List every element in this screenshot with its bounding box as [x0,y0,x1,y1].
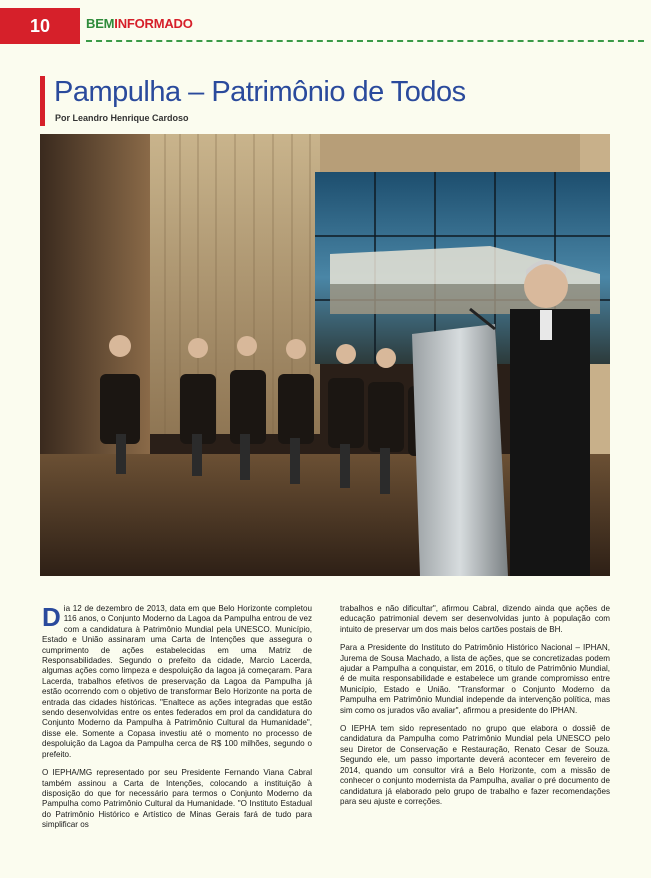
title-accent-bar [40,76,45,126]
brand-logo [86,16,193,31]
drop-cap: D [42,602,61,632]
event-photo-illustration [40,134,610,576]
page-header [0,0,651,46]
article-column-right [340,604,610,815]
article-title: Pampulha – Patrimônio de Todos [54,76,466,108]
paragraph: trabalhos e não dificultar", afirmou Cabral, dizendo ainda que ações de educação patrimonial devem ser desenvolvidas junto à população com intuito de preservar um dos mais belos cartões postais de BH. [340,604,610,634]
brand-part-informado: INFORMADO [114,16,193,31]
header-dashed-divider [86,40,644,42]
paragraph: O IEPHA tem sido representado no grupo que elabora o dossiê de candidatura da Pampulha como Patrimônio Mundial pela UNESCO pelo seu Diretor de Conservação e Restauração, Renato Cesar de Souza. Segundo ele, um passo importante deverá acontecer em fevereiro de 2014, quando um consultor virá a Belo Horizonte, com a missão de conhecer o conjunto modernista da Pampulha, avaliar o pré documento de candidatura já elaborado pelo grupo de trabalho e fazer recomendações para seu ajuste e correções. [340,724,610,806]
paragraph [42,604,312,760]
article-column-left [42,604,312,839]
paragraph-text: ia 12 de dezembro de 2013, data em que Belo Horizonte completou 116 anos, o Conjunto Moderno da Lagoa da Pampulha entrou de vez com a candidatura à Patrimônio Mundial pela UNESCO. Município, Estado e União assinaram uma Carta de Intenções que assegura o cumprimento de ações estabelecidas em uma Matriz de Responsabilidades. Segundo o prefeito da cidade, Marcio Lacerda, algumas ações como limpeza e despoluição da lagoa já começaram. Para Lacerda, trabalhos efetivos de preservação da Lagoa da Pampulha já estão ocorrendo com o objetivo de transformar Belo Horizonte na porta de entrada das cidades históricas. "Enaltece as ações integradas que estão sendo desenvolvidas entre os entes federados em prol da candidatura do Conjunto Moderno da Pampulha à Patrimônio Cultural da Humanidade", disse ele. Somente a Copasa investiu até o momento no processo de despoluição da Lagoa da Pampulha cerca de R$ 100 milhões, segundo o prefeito. [42,604,312,759]
page-number: 10 [0,8,80,44]
brand-part-bem: BEM [86,16,115,31]
paragraph: Para a Presidente do Instituto do Patrimônio Histórico Nacional – IPHAN, Jurema de Sousa Machado, a lista de ações, que se concretizadas podem ajudar a Pampulha a conquistar, em 2016, o título de Patrimônio Mundial, é de muita responsabilidade e estabelece um grande compromisso entre Município, Estado e União. "Transformar o Conjunto Moderno da Pampulha em Patrimônio Mundial independe da intervenção política, mas sim como os jurados vão avaliar", afirmou a presidente do IPHAN. [340,643,610,715]
event-photo [40,134,610,576]
article-author: Por Leandro Henrique Cardoso [55,113,189,123]
paragraph: O IEPHA/MG representado por seu Presidente Fernando Viana Cabral também assinou a Carta de Intenções, colocando a instituição à disposição do que for necessário para termos o Conjunto Moderno da Pampulha como Patrimônio Cultural da Humanidade. "O Instituto Estadual do Patrimônio Histórico e Artístico de Minas Gerais fará de tudo para simplificar os [42,768,312,830]
